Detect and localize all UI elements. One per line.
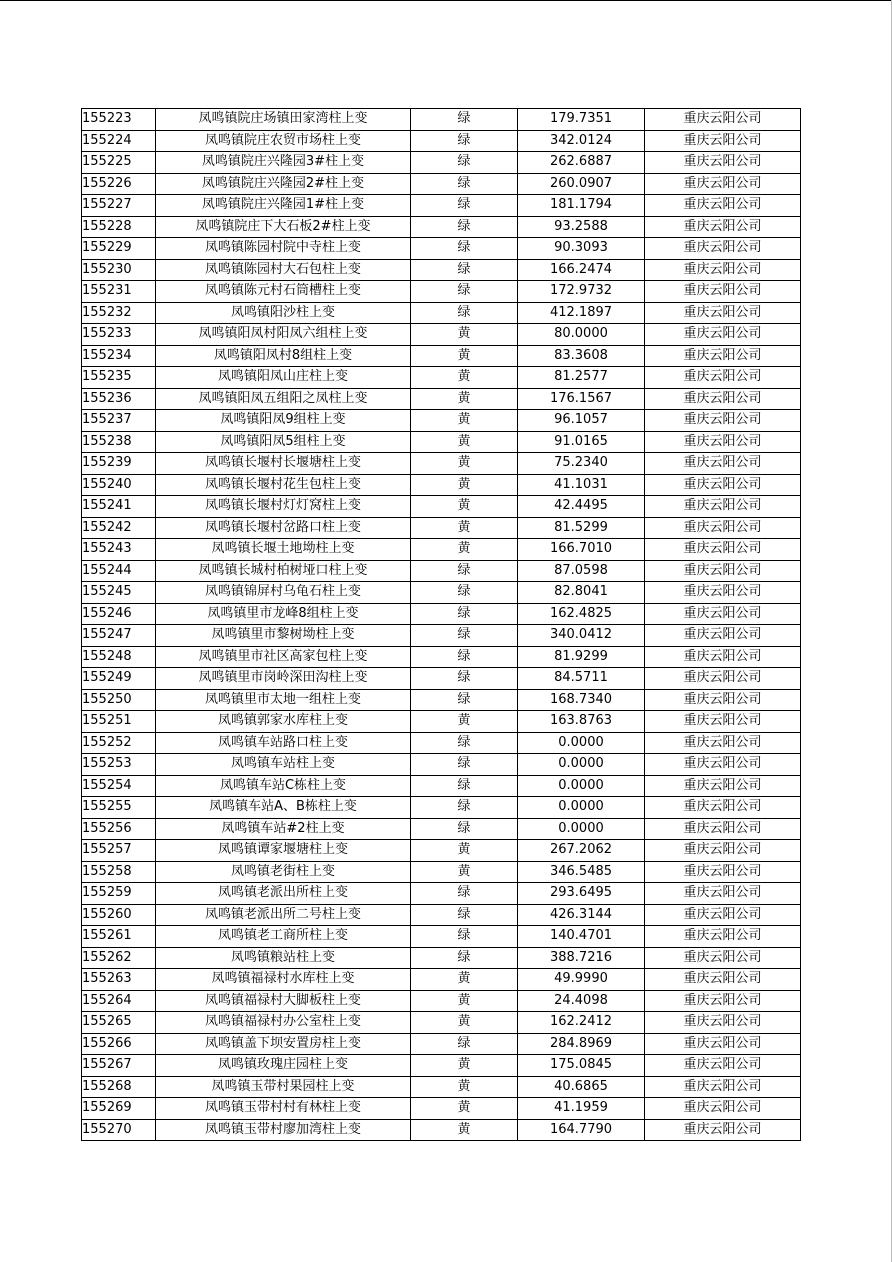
cell-company: 重庆云阳公司 xyxy=(645,732,801,754)
cell-company: 重庆云阳公司 xyxy=(645,840,801,862)
cell-status-color: 绿 xyxy=(411,732,518,754)
table-row xyxy=(82,474,801,496)
cell-company: 重庆云阳公司 xyxy=(645,539,801,561)
cell-company: 重庆云阳公司 xyxy=(645,818,801,840)
cell-name: 凤鸣镇陈园村大石包柱上变 xyxy=(156,259,411,281)
table-row xyxy=(82,990,801,1012)
cell-value: 96.1057 xyxy=(518,410,645,432)
cell-company: 重庆云阳公司 xyxy=(645,474,801,496)
cell-company: 重庆云阳公司 xyxy=(645,775,801,797)
cell-company: 重庆云阳公司 xyxy=(645,754,801,776)
table-row xyxy=(82,904,801,926)
cell-company: 重庆云阳公司 xyxy=(645,1119,801,1141)
table-row xyxy=(82,281,801,303)
cell-status-color: 黄 xyxy=(411,345,518,367)
cell-value: 340.0412 xyxy=(518,625,645,647)
cell-id: 155255 xyxy=(82,797,156,819)
cell-status-color: 绿 xyxy=(411,603,518,625)
cell-status-color: 绿 xyxy=(411,904,518,926)
cell-company: 重庆云阳公司 xyxy=(645,517,801,539)
cell-name: 凤鸣镇里市黎树坳柱上变 xyxy=(156,625,411,647)
cell-name: 凤鸣镇郭家水库柱上变 xyxy=(156,711,411,733)
cell-company: 重庆云阳公司 xyxy=(645,990,801,1012)
cell-value: 179.7351 xyxy=(518,109,645,131)
cell-company: 重庆云阳公司 xyxy=(645,560,801,582)
cell-id: 155252 xyxy=(82,732,156,754)
table-row xyxy=(82,216,801,238)
table-row xyxy=(82,711,801,733)
cell-name: 凤鸣镇长城村柏树垭口柱上变 xyxy=(156,560,411,582)
cell-id: 155251 xyxy=(82,711,156,733)
cell-status-color: 黄 xyxy=(411,840,518,862)
cell-status-color: 绿 xyxy=(411,152,518,174)
cell-value: 267.2062 xyxy=(518,840,645,862)
cell-status-color: 绿 xyxy=(411,775,518,797)
cell-name: 凤鸣镇里市岗岭深田沟柱上变 xyxy=(156,668,411,690)
cell-value: 82.8041 xyxy=(518,582,645,604)
cell-value: 75.2340 xyxy=(518,453,645,475)
cell-value: 262.6887 xyxy=(518,152,645,174)
cell-company: 重庆云阳公司 xyxy=(645,302,801,324)
cell-id: 155263 xyxy=(82,969,156,991)
table-row xyxy=(82,1098,801,1120)
cell-id: 155237 xyxy=(82,410,156,432)
table-row xyxy=(82,259,801,281)
cell-id: 155238 xyxy=(82,431,156,453)
cell-value: 83.3608 xyxy=(518,345,645,367)
cell-id: 155270 xyxy=(82,1119,156,1141)
table-row xyxy=(82,969,801,991)
cell-id: 155230 xyxy=(82,259,156,281)
cell-name: 凤鸣镇阳凤五组阳之凤柱上变 xyxy=(156,388,411,410)
table-row xyxy=(82,818,801,840)
table-row xyxy=(82,797,801,819)
cell-name: 凤鸣镇盖下坝安置房柱上变 xyxy=(156,1033,411,1055)
cell-company: 重庆云阳公司 xyxy=(645,582,801,604)
cell-company: 重庆云阳公司 xyxy=(645,1076,801,1098)
cell-company: 重庆云阳公司 xyxy=(645,130,801,152)
cell-status-color: 绿 xyxy=(411,216,518,238)
table-row xyxy=(82,1033,801,1055)
cell-company: 重庆云阳公司 xyxy=(645,281,801,303)
table-row xyxy=(82,152,801,174)
cell-name: 凤鸣镇长堰村花生包柱上变 xyxy=(156,474,411,496)
table-row xyxy=(82,754,801,776)
cell-status-color: 黄 xyxy=(411,1012,518,1034)
cell-value: 260.0907 xyxy=(518,173,645,195)
cell-company: 重庆云阳公司 xyxy=(645,797,801,819)
cell-value: 412.1897 xyxy=(518,302,645,324)
cell-value: 80.0000 xyxy=(518,324,645,346)
cell-id: 155223 xyxy=(82,109,156,131)
cell-id: 155261 xyxy=(82,926,156,948)
table-row xyxy=(82,109,801,131)
cell-company: 重庆云阳公司 xyxy=(645,259,801,281)
cell-status-color: 绿 xyxy=(411,302,518,324)
cell-id: 155226 xyxy=(82,173,156,195)
cell-value: 81.9299 xyxy=(518,646,645,668)
cell-name: 凤鸣镇长堰村岔路口柱上变 xyxy=(156,517,411,539)
table-row xyxy=(82,388,801,410)
cell-value: 42.4495 xyxy=(518,496,645,518)
cell-id: 155225 xyxy=(82,152,156,174)
cell-id: 155234 xyxy=(82,345,156,367)
cell-id: 155243 xyxy=(82,539,156,561)
cell-company: 重庆云阳公司 xyxy=(645,410,801,432)
cell-status-color: 黄 xyxy=(411,1098,518,1120)
cell-company: 重庆云阳公司 xyxy=(645,367,801,389)
cell-id: 155266 xyxy=(82,1033,156,1055)
cell-status-color: 绿 xyxy=(411,130,518,152)
cell-name: 凤鸣镇老派出所二号柱上变 xyxy=(156,904,411,926)
cell-name: 凤鸣镇玫瑰庄园柱上变 xyxy=(156,1055,411,1077)
cell-id: 155242 xyxy=(82,517,156,539)
cell-name: 凤鸣镇车站柱上变 xyxy=(156,754,411,776)
cell-value: 40.6865 xyxy=(518,1076,645,1098)
cell-name: 凤鸣镇陈园村院中寺柱上变 xyxy=(156,238,411,260)
table-row xyxy=(82,367,801,389)
cell-id: 155249 xyxy=(82,668,156,690)
cell-name: 凤鸣镇长堰土地坳柱上变 xyxy=(156,539,411,561)
cell-company: 重庆云阳公司 xyxy=(645,711,801,733)
cell-status-color: 绿 xyxy=(411,646,518,668)
cell-name: 凤鸣镇粮站柱上变 xyxy=(156,947,411,969)
cell-name: 凤鸣镇车站路口柱上变 xyxy=(156,732,411,754)
cell-id: 155235 xyxy=(82,367,156,389)
cell-company: 重庆云阳公司 xyxy=(645,431,801,453)
cell-value: 166.7010 xyxy=(518,539,645,561)
cell-status-color: 黄 xyxy=(411,474,518,496)
cell-value: 140.4701 xyxy=(518,926,645,948)
cell-status-color: 绿 xyxy=(411,883,518,905)
cell-status-color: 绿 xyxy=(411,818,518,840)
cell-company: 重庆云阳公司 xyxy=(645,926,801,948)
cell-value: 162.4825 xyxy=(518,603,645,625)
cell-value: 176.1567 xyxy=(518,388,645,410)
table-row xyxy=(82,840,801,862)
cell-status-color: 黄 xyxy=(411,388,518,410)
cell-name: 凤鸣镇福禄村水库柱上变 xyxy=(156,969,411,991)
cell-id: 155244 xyxy=(82,560,156,582)
cell-id: 155265 xyxy=(82,1012,156,1034)
cell-status-color: 绿 xyxy=(411,797,518,819)
cell-status-color: 绿 xyxy=(411,625,518,647)
table-row xyxy=(82,883,801,905)
cell-name: 凤鸣镇阳凤村8组柱上变 xyxy=(156,345,411,367)
cell-name: 凤鸣镇阳凤村阳凤六组柱上变 xyxy=(156,324,411,346)
cell-company: 重庆云阳公司 xyxy=(645,646,801,668)
table-row xyxy=(82,517,801,539)
cell-value: 0.0000 xyxy=(518,754,645,776)
cell-status-color: 绿 xyxy=(411,926,518,948)
cell-status-color: 黄 xyxy=(411,861,518,883)
cell-company: 重庆云阳公司 xyxy=(645,883,801,905)
table-row xyxy=(82,130,801,152)
cell-company: 重庆云阳公司 xyxy=(645,1098,801,1120)
cell-status-color: 黄 xyxy=(411,431,518,453)
cell-value: 172.9732 xyxy=(518,281,645,303)
cell-company: 重庆云阳公司 xyxy=(645,388,801,410)
cell-name: 凤鸣镇阳凤9组柱上变 xyxy=(156,410,411,432)
table-body xyxy=(82,109,801,1141)
cell-id: 155269 xyxy=(82,1098,156,1120)
cell-name: 凤鸣镇陈元村石筒槽柱上变 xyxy=(156,281,411,303)
cell-name: 凤鸣镇福禄村办公室柱上变 xyxy=(156,1012,411,1034)
cell-value: 0.0000 xyxy=(518,797,645,819)
cell-company: 重庆云阳公司 xyxy=(645,345,801,367)
cell-name: 凤鸣镇锦屏村乌龟石柱上变 xyxy=(156,582,411,604)
cell-company: 重庆云阳公司 xyxy=(645,625,801,647)
table-row xyxy=(82,431,801,453)
table-row xyxy=(82,861,801,883)
cell-value: 90.3093 xyxy=(518,238,645,260)
cell-status-color: 黄 xyxy=(411,496,518,518)
cell-name: 凤鸣镇老工商所柱上变 xyxy=(156,926,411,948)
cell-id: 155224 xyxy=(82,130,156,152)
cell-id: 155250 xyxy=(82,689,156,711)
cell-id: 155247 xyxy=(82,625,156,647)
cell-id: 155258 xyxy=(82,861,156,883)
cell-id: 155254 xyxy=(82,775,156,797)
table-row xyxy=(82,173,801,195)
transformer-table xyxy=(81,108,801,1141)
cell-company: 重庆云阳公司 xyxy=(645,1033,801,1055)
table-row xyxy=(82,646,801,668)
cell-name: 凤鸣镇长堰村灯灯窝柱上变 xyxy=(156,496,411,518)
table-row xyxy=(82,1055,801,1077)
cell-value: 293.6495 xyxy=(518,883,645,905)
cell-name: 凤鸣镇院庄场镇田家湾柱上变 xyxy=(156,109,411,131)
cell-id: 155262 xyxy=(82,947,156,969)
cell-company: 重庆云阳公司 xyxy=(645,969,801,991)
cell-name: 凤鸣镇车站#2柱上变 xyxy=(156,818,411,840)
cell-status-color: 黄 xyxy=(411,517,518,539)
cell-value: 87.0598 xyxy=(518,560,645,582)
cell-company: 重庆云阳公司 xyxy=(645,947,801,969)
cell-name: 凤鸣镇玉带村廖加湾柱上变 xyxy=(156,1119,411,1141)
table-row xyxy=(82,324,801,346)
cell-name: 凤鸣镇车站C栋柱上变 xyxy=(156,775,411,797)
cell-company: 重庆云阳公司 xyxy=(645,1055,801,1077)
table-row xyxy=(82,195,801,217)
cell-name: 凤鸣镇车站A、B栋柱上变 xyxy=(156,797,411,819)
cell-name: 凤鸣镇玉带村果园柱上变 xyxy=(156,1076,411,1098)
cell-value: 91.0165 xyxy=(518,431,645,453)
table-row xyxy=(82,345,801,367)
cell-status-color: 绿 xyxy=(411,109,518,131)
cell-company: 重庆云阳公司 xyxy=(645,603,801,625)
cell-status-color: 绿 xyxy=(411,754,518,776)
cell-status-color: 绿 xyxy=(411,259,518,281)
cell-value: 24.4098 xyxy=(518,990,645,1012)
cell-status-color: 黄 xyxy=(411,453,518,475)
table-row xyxy=(82,410,801,432)
cell-name: 凤鸣镇里市龙峰8组柱上变 xyxy=(156,603,411,625)
cell-id: 155267 xyxy=(82,1055,156,1077)
cell-name: 凤鸣镇院庄农贸市场柱上变 xyxy=(156,130,411,152)
cell-name: 凤鸣镇阳凤5组柱上变 xyxy=(156,431,411,453)
cell-company: 重庆云阳公司 xyxy=(645,904,801,926)
table-row xyxy=(82,603,801,625)
cell-value: 164.7790 xyxy=(518,1119,645,1141)
cell-status-color: 黄 xyxy=(411,1076,518,1098)
table-row xyxy=(82,668,801,690)
cell-id: 155268 xyxy=(82,1076,156,1098)
table-row xyxy=(82,560,801,582)
cell-status-color: 黄 xyxy=(411,1055,518,1077)
cell-status-color: 黄 xyxy=(411,990,518,1012)
cell-name: 凤鸣镇福禄村大脚板柱上变 xyxy=(156,990,411,1012)
cell-company: 重庆云阳公司 xyxy=(645,216,801,238)
cell-value: 342.0124 xyxy=(518,130,645,152)
cell-status-color: 绿 xyxy=(411,689,518,711)
cell-id: 155248 xyxy=(82,646,156,668)
cell-id: 155229 xyxy=(82,238,156,260)
cell-value: 162.2412 xyxy=(518,1012,645,1034)
cell-id: 155227 xyxy=(82,195,156,217)
cell-id: 155239 xyxy=(82,453,156,475)
cell-status-color: 绿 xyxy=(411,281,518,303)
cell-status-color: 黄 xyxy=(411,324,518,346)
cell-status-color: 黄 xyxy=(411,969,518,991)
cell-value: 163.8763 xyxy=(518,711,645,733)
cell-status-color: 绿 xyxy=(411,560,518,582)
cell-name: 凤鸣镇长堰村长堰塘柱上变 xyxy=(156,453,411,475)
cell-value: 41.1031 xyxy=(518,474,645,496)
cell-company: 重庆云阳公司 xyxy=(645,152,801,174)
cell-id: 155256 xyxy=(82,818,156,840)
table-row xyxy=(82,496,801,518)
cell-id: 155240 xyxy=(82,474,156,496)
cell-status-color: 绿 xyxy=(411,668,518,690)
cell-company: 重庆云阳公司 xyxy=(645,195,801,217)
cell-value: 84.5711 xyxy=(518,668,645,690)
cell-value: 93.2588 xyxy=(518,216,645,238)
cell-company: 重庆云阳公司 xyxy=(645,453,801,475)
table-row xyxy=(82,689,801,711)
cell-company: 重庆云阳公司 xyxy=(645,109,801,131)
cell-value: 81.5299 xyxy=(518,517,645,539)
cell-value: 81.2577 xyxy=(518,367,645,389)
cell-name: 凤鸣镇玉带村村有林柱上变 xyxy=(156,1098,411,1120)
cell-status-color: 绿 xyxy=(411,173,518,195)
cell-company: 重庆云阳公司 xyxy=(645,324,801,346)
cell-name: 凤鸣镇院庄兴隆园3#柱上变 xyxy=(156,152,411,174)
cell-value: 41.1959 xyxy=(518,1098,645,1120)
cell-company: 重庆云阳公司 xyxy=(645,1012,801,1034)
cell-value: 168.7340 xyxy=(518,689,645,711)
cell-status-color: 绿 xyxy=(411,1033,518,1055)
cell-id: 155245 xyxy=(82,582,156,604)
cell-name: 凤鸣镇里市太地一组柱上变 xyxy=(156,689,411,711)
cell-value: 181.1794 xyxy=(518,195,645,217)
cell-status-color: 黄 xyxy=(411,539,518,561)
table-row xyxy=(82,775,801,797)
cell-name: 凤鸣镇谭家堰塘柱上变 xyxy=(156,840,411,862)
cell-id: 155231 xyxy=(82,281,156,303)
cell-company: 重庆云阳公司 xyxy=(645,173,801,195)
cell-id: 155246 xyxy=(82,603,156,625)
cell-id: 155232 xyxy=(82,302,156,324)
table-row xyxy=(82,302,801,324)
cell-company: 重庆云阳公司 xyxy=(645,238,801,260)
cell-value: 166.2474 xyxy=(518,259,645,281)
cell-id: 155228 xyxy=(82,216,156,238)
table-row xyxy=(82,1012,801,1034)
cell-value: 175.0845 xyxy=(518,1055,645,1077)
cell-name: 凤鸣镇阳沙柱上变 xyxy=(156,302,411,324)
page-top-rule xyxy=(0,0,892,1)
cell-name: 凤鸣镇里市社区高家包柱上变 xyxy=(156,646,411,668)
cell-id: 155257 xyxy=(82,840,156,862)
table-row xyxy=(82,625,801,647)
cell-status-color: 黄 xyxy=(411,367,518,389)
cell-company: 重庆云阳公司 xyxy=(645,689,801,711)
table-row xyxy=(82,926,801,948)
cell-name: 凤鸣镇院庄兴隆园1#柱上变 xyxy=(156,195,411,217)
cell-value: 426.3144 xyxy=(518,904,645,926)
cell-value: 0.0000 xyxy=(518,732,645,754)
table-row xyxy=(82,582,801,604)
cell-id: 155253 xyxy=(82,754,156,776)
table-row xyxy=(82,732,801,754)
cell-id: 155233 xyxy=(82,324,156,346)
cell-id: 155241 xyxy=(82,496,156,518)
cell-value: 49.9990 xyxy=(518,969,645,991)
cell-company: 重庆云阳公司 xyxy=(645,861,801,883)
cell-id: 155264 xyxy=(82,990,156,1012)
cell-value: 388.7216 xyxy=(518,947,645,969)
cell-name: 凤鸣镇阳凤山庄柱上变 xyxy=(156,367,411,389)
cell-value: 0.0000 xyxy=(518,775,645,797)
cell-status-color: 黄 xyxy=(411,1119,518,1141)
cell-value: 346.5485 xyxy=(518,861,645,883)
cell-status-color: 绿 xyxy=(411,947,518,969)
cell-value: 284.8969 xyxy=(518,1033,645,1055)
table-row xyxy=(82,453,801,475)
table-row xyxy=(82,539,801,561)
cell-status-color: 黄 xyxy=(411,410,518,432)
table-row xyxy=(82,1076,801,1098)
cell-status-color: 绿 xyxy=(411,195,518,217)
cell-id: 155260 xyxy=(82,904,156,926)
cell-name: 凤鸣镇老派出所柱上变 xyxy=(156,883,411,905)
cell-status-color: 绿 xyxy=(411,582,518,604)
cell-id: 155236 xyxy=(82,388,156,410)
cell-name: 凤鸣镇院庄下大石板2#柱上变 xyxy=(156,216,411,238)
cell-name: 凤鸣镇老街柱上变 xyxy=(156,861,411,883)
cell-status-color: 黄 xyxy=(411,711,518,733)
cell-name: 凤鸣镇院庄兴隆园2#柱上变 xyxy=(156,173,411,195)
cell-company: 重庆云阳公司 xyxy=(645,668,801,690)
cell-value: 0.0000 xyxy=(518,818,645,840)
cell-status-color: 绿 xyxy=(411,238,518,260)
cell-id: 155259 xyxy=(82,883,156,905)
table-row xyxy=(82,947,801,969)
table-row xyxy=(82,238,801,260)
cell-company: 重庆云阳公司 xyxy=(645,496,801,518)
table-row xyxy=(82,1119,801,1141)
